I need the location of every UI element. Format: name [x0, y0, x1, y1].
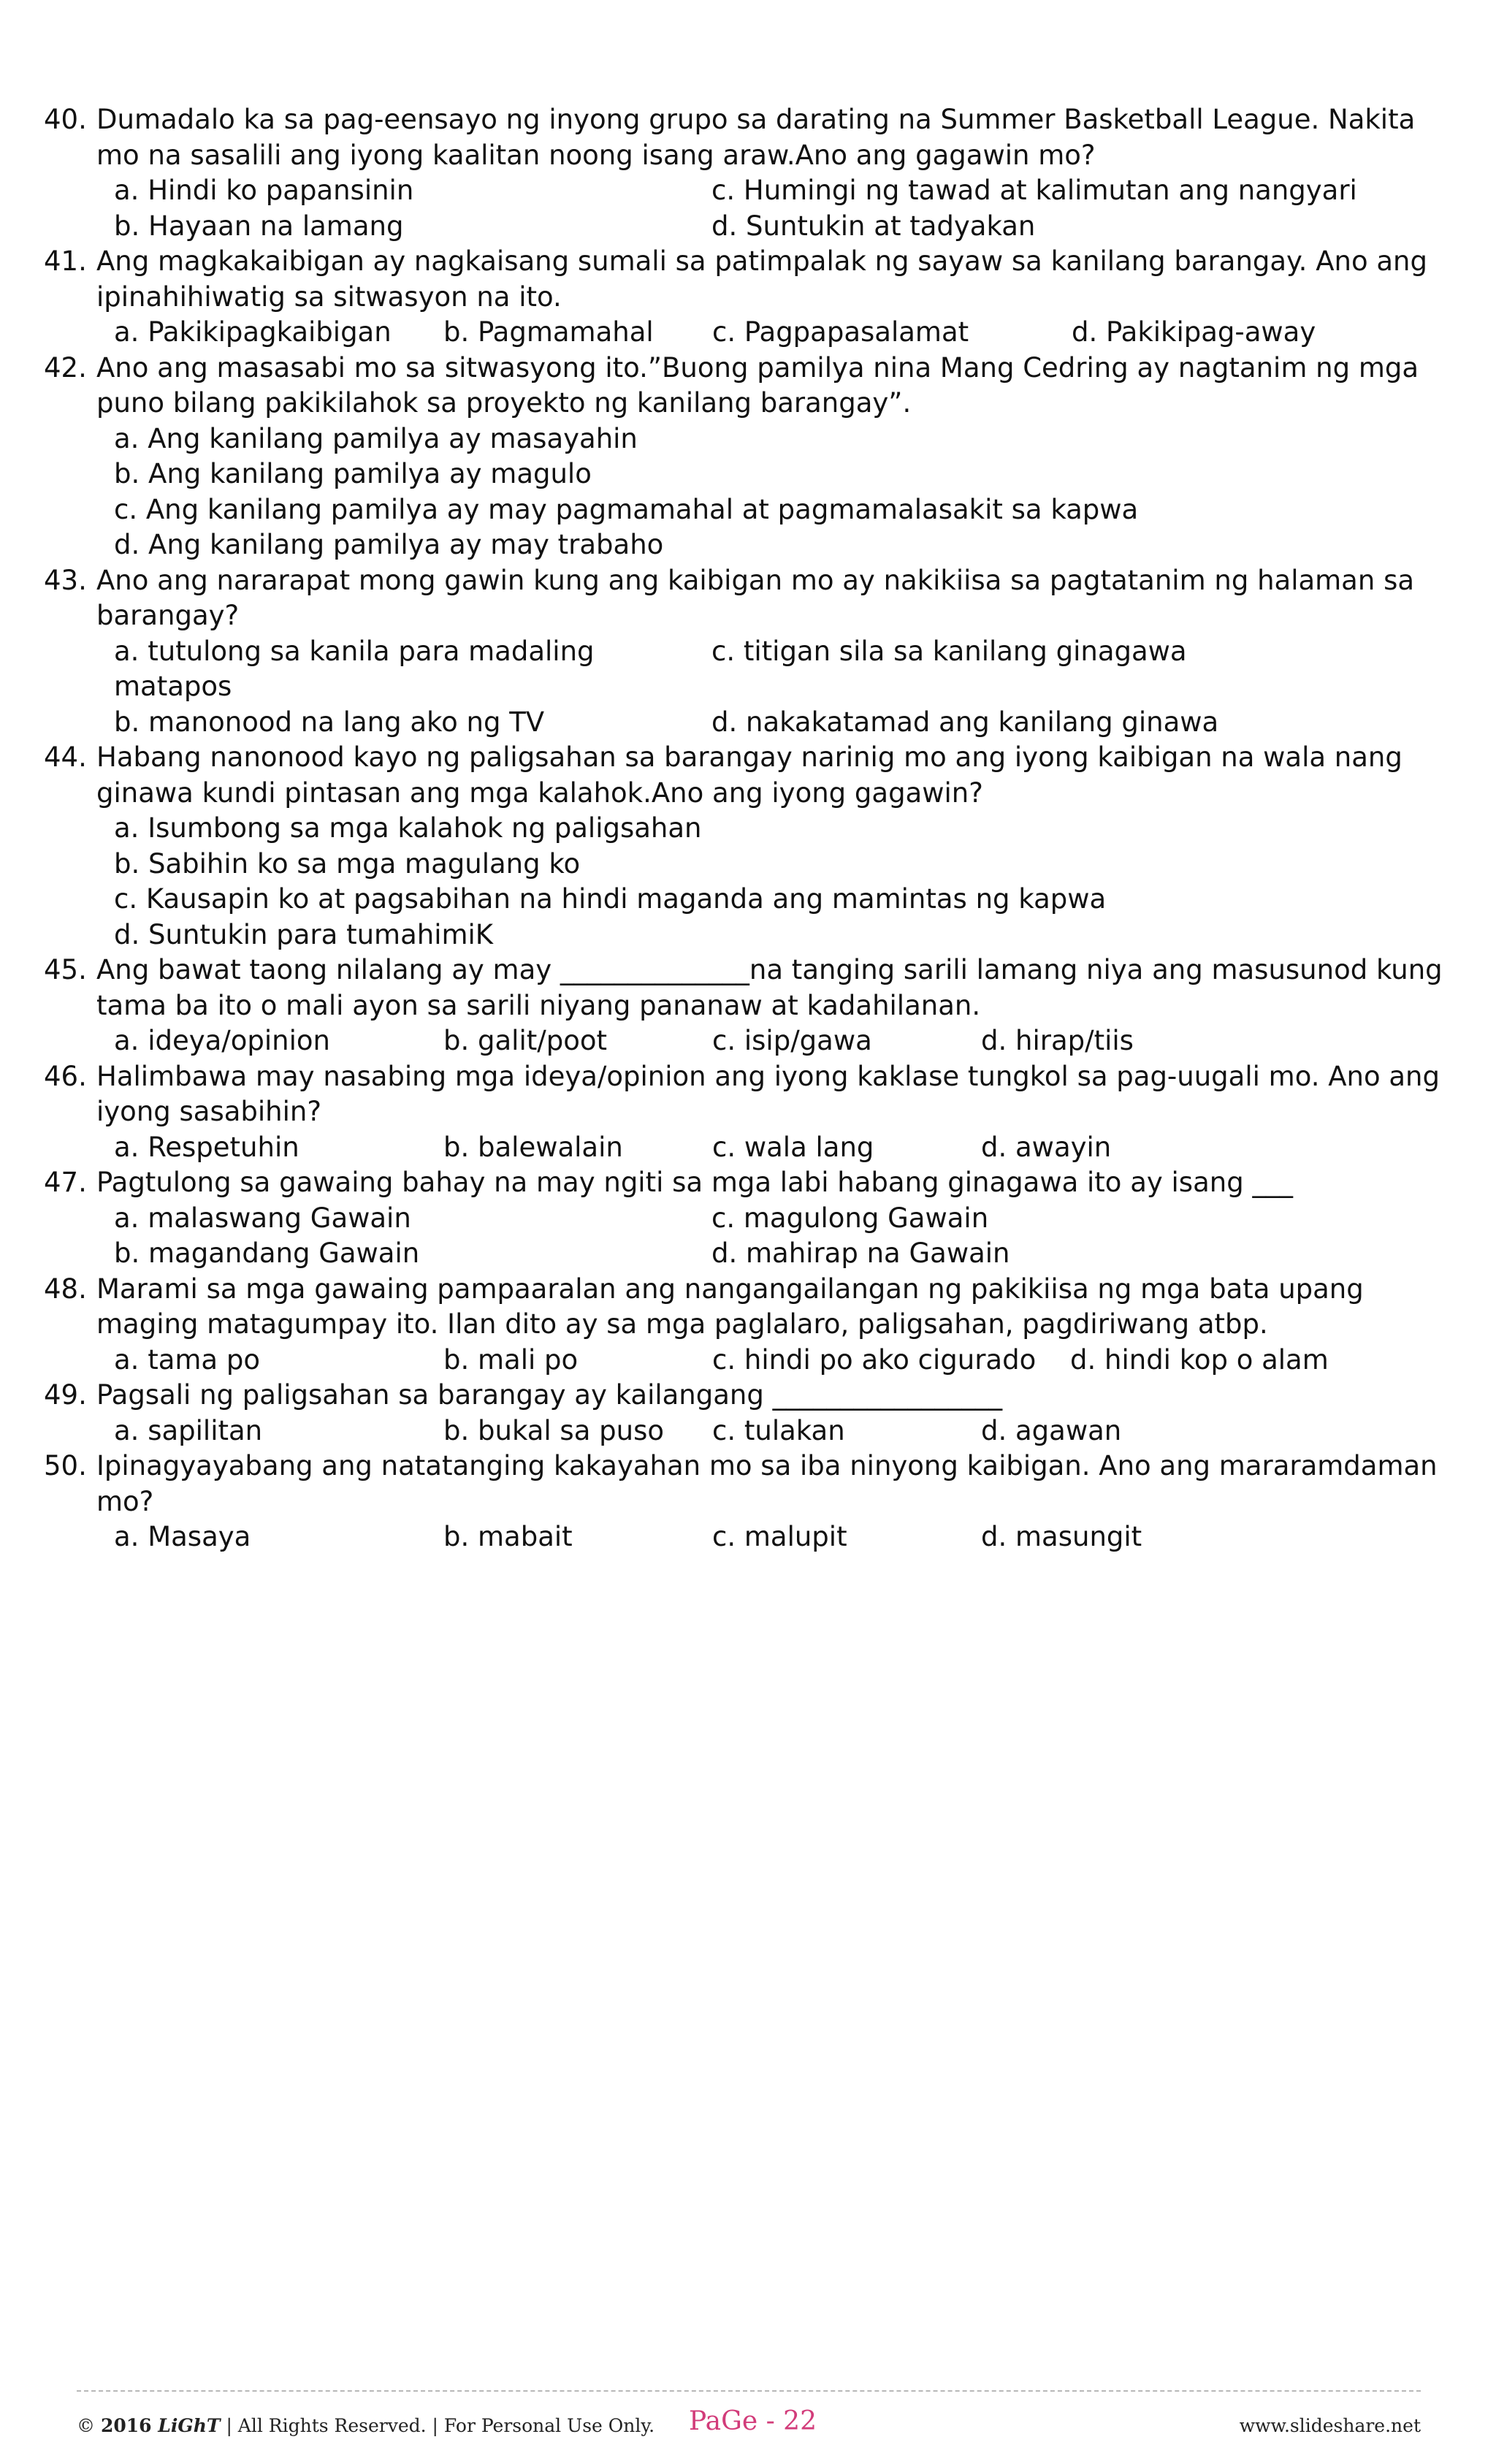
option-d: d. awayin — [981, 1131, 1112, 1163]
question-list — [44, 102, 1461, 1555]
option-c: c. Ang kanilang pamilya ay may pagmamahal at pagmamalasakit sa kapwa — [114, 493, 1139, 525]
question-text: Ano ang masasabi mo sa sitwasyong ito.”Buong pamilya nina Mang Cedring ay nagtanim ng mga puno bilang pakikilahok sa proyekto ng kanilang barangay”. — [96, 351, 1419, 419]
option-a: a. malaswang Gawain — [114, 1202, 411, 1234]
option-a: a. Ang kanilang pamilya ay masayahin — [114, 422, 638, 454]
question-48 — [44, 1272, 1461, 1378]
option-a: a. sapilitan — [114, 1414, 263, 1446]
option-b: b. bukal sa puso — [443, 1414, 664, 1446]
option-a: a. Isumbong sa mga kalahok ng paligsahan — [114, 812, 702, 844]
option-list — [96, 1130, 1461, 1166]
question-number: 45. — [44, 954, 87, 985]
page-footer — [77, 2398, 1421, 2441]
site-link[interactable]: www.slideshare.net — [1239, 2415, 1421, 2436]
question-text: Marami sa mga gawaing pampaaralan ang nangangailangan ng pakikiisa ng mga bata upang maging matagumpay ito. Ilan dito ay sa mga paglalaro, paligsahan, pagdiriwang atbp. — [96, 1273, 1364, 1340]
question-number: 47. — [44, 1167, 87, 1198]
option-a: a. Respetuhin — [114, 1131, 299, 1163]
option-list — [96, 1201, 1461, 1272]
option-d: d. hirap/tiis — [981, 1025, 1134, 1056]
rights-text: | All Rights Reserved. | For Personal Use Only. — [226, 2415, 655, 2436]
question-50 — [44, 1449, 1461, 1555]
question-number: 41. — [44, 245, 87, 277]
copyright-symbol: © — [77, 2415, 95, 2436]
brand-name: LiGhT — [158, 2415, 221, 2436]
question-text: Ang magkakaibigan ay nagkaisang sumali sa patimpalak ng sayaw sa kanilang barangay. Ano ang ipinahihiwatig sa sitwasyon na ito. — [96, 245, 1427, 313]
option-list — [96, 1519, 1461, 1555]
question-number: 44. — [44, 741, 87, 773]
option-list — [96, 173, 1461, 244]
question-text: Pagtulong sa gawaing bahay na may ngiti sa mga labi habang ginagawa ito ay isang ___ — [96, 1167, 1293, 1198]
question-text: Ipinagyayabang ang natatanging kakayahan mo sa iba ninyong kaibigan. Ano ang mararamdaman mo? — [96, 1450, 1438, 1517]
question-number: 49. — [44, 1379, 87, 1411]
option-c: c. malupit — [712, 1521, 847, 1552]
question-47 — [44, 1165, 1461, 1272]
option-b: b. Ang kanilang pamilya ay magulo — [114, 458, 592, 489]
question-41 — [44, 244, 1461, 351]
option-b: b. Hayaan na lamang — [114, 210, 404, 242]
question-number: 42. — [44, 351, 87, 384]
option-d: d. hindi kop o alam — [1070, 1343, 1329, 1376]
question-number: 43. — [44, 564, 87, 596]
option-a: a. Hindi ko papansinin — [114, 175, 414, 206]
question-40 — [44, 102, 1461, 244]
option-c: c. Pagpapasalamat — [712, 316, 969, 348]
option-a: a. tutulong sa kanila para madaling matapos — [114, 635, 595, 702]
option-b: b. galit/poot — [443, 1025, 607, 1056]
question-number: 50. — [44, 1450, 87, 1481]
option-a: a. Masaya — [114, 1521, 251, 1552]
option-list — [96, 315, 1461, 351]
option-d: d. masungit — [981, 1521, 1142, 1552]
option-list — [96, 1023, 1461, 1059]
option-list — [96, 422, 1461, 563]
question-text: Ano ang nararapat mong gawin kung ang kaibigan mo ay nakikiisa sa pagtatanim ng halaman sa barangay? — [96, 564, 1415, 631]
option-b: b. Pagmamahal — [443, 316, 654, 348]
option-c: c. magulong Gawain — [711, 1202, 989, 1234]
question-42 — [44, 351, 1461, 563]
option-d: d. Suntukin para tumahimiK — [114, 918, 494, 950]
question-number: 40. — [44, 104, 87, 135]
option-c: c. wala lang — [712, 1131, 874, 1163]
option-d: d. Pakikipag-away — [1072, 316, 1316, 348]
question-44 — [44, 740, 1461, 953]
footer-divider — [77, 2390, 1421, 2392]
question-46 — [44, 1059, 1461, 1166]
option-a: a. ideya/opinion — [114, 1025, 330, 1056]
option-b: b. mabait — [443, 1521, 573, 1552]
option-b: b. magandang Gawain — [114, 1237, 420, 1269]
option-c: c. isip/gawa — [712, 1025, 872, 1056]
question-45 — [44, 953, 1461, 1059]
option-list — [96, 1414, 1461, 1449]
option-c: c. Humingi ng tawad at kalimutan ang nangyari — [711, 175, 1357, 206]
option-list — [96, 811, 1461, 953]
option-d: d. Suntukin at tadyakan — [711, 210, 1036, 242]
question-43 — [44, 563, 1461, 741]
option-c: c. titigan sila sa kanilang ginagawa — [711, 635, 1187, 667]
question-text: Ang bawat taong nilalang ay may ______________na tanging sarili lamang niya ang masusunod kung tama ba ito o mali ayon sa sarili niyang pananaw at kadahilanan. — [96, 954, 1443, 1021]
question-text: Pagsali ng paligsahan sa barangay ay kailangang _________________ — [96, 1379, 1003, 1411]
option-d: d. nakakatamad ang kanilang ginawa — [711, 706, 1219, 738]
option-d: d. Ang kanilang pamilya ay may trabaho — [114, 529, 664, 560]
option-d: d. mahirap na Gawain — [711, 1237, 1010, 1269]
option-b: b. mali po — [443, 1343, 579, 1376]
option-a: a. tama po — [114, 1343, 260, 1376]
question-number: 46. — [44, 1060, 87, 1092]
question-49 — [44, 1378, 1461, 1449]
page-number: PaGe - 22 — [689, 2406, 817, 2436]
option-b: b. Sabihin ko sa mga magulang ko — [114, 847, 581, 880]
copyright-year: 2016 — [100, 2415, 152, 2436]
question-number: 48. — [44, 1273, 87, 1305]
option-d: d. agawan — [981, 1414, 1122, 1446]
question-text: Dumadalo ka sa pag-eensayo ng inyong grupo sa darating na Summer Basketball League. Nakita mo na sasalili ang iyong kaalitan noong isang araw.Ano ang gagawin mo? — [96, 104, 1416, 171]
option-list — [96, 1343, 1461, 1378]
option-c: c. tulakan — [712, 1414, 845, 1446]
option-b: b. balewalain — [443, 1131, 623, 1163]
option-c: c. Kausapin ko at pagsabihan na hindi maganda ang mamintas ng kapwa — [114, 883, 1107, 915]
option-b: b. manonood na lang ako ng TV — [114, 706, 545, 738]
option-c: c. hindi po ako cigurado — [712, 1343, 1037, 1376]
question-text: Halimbawa may nasabing mga ideya/opinion ang iyong kaklase tungkol sa pag-uugali mo. Ano ang iyong sasabihin? — [96, 1060, 1440, 1127]
option-a: a. Pakikipagkaibigan — [114, 316, 392, 348]
copyright-notice — [77, 2415, 654, 2436]
option-list — [96, 634, 1461, 741]
question-text: Habang nanonood kayo ng paligsahan sa barangay narinig mo ang iyong kaibigan na wala nang ginawa kundi pintasan ang mga kalahok.Ano ang iyong gagawin? — [96, 741, 1402, 809]
